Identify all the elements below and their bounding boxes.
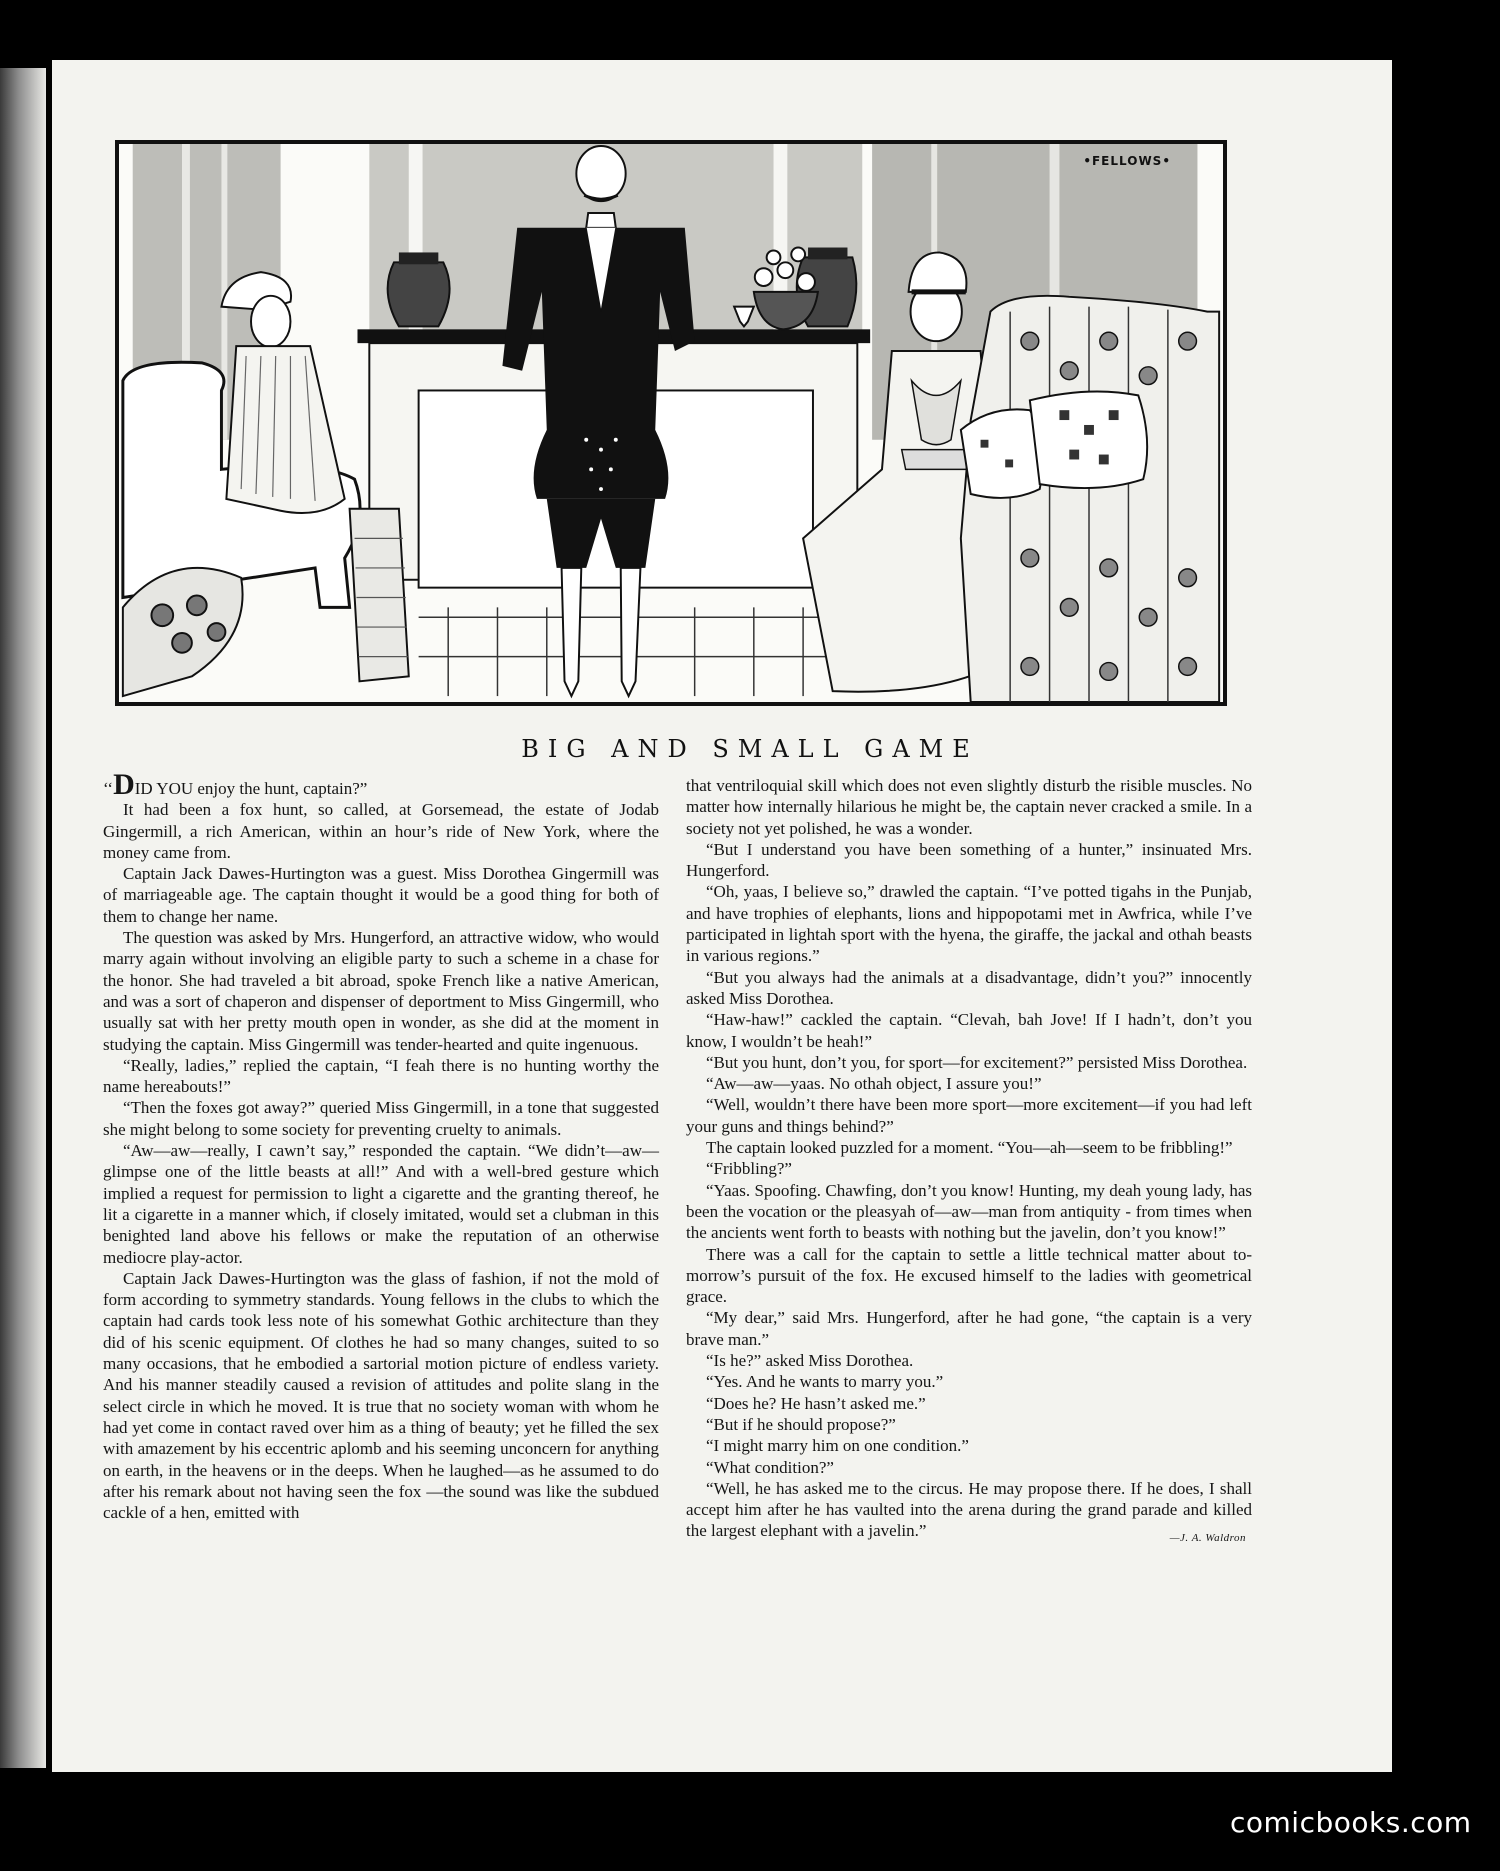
paragraph: “Does he? He hasn’t asked me.”: [706, 1393, 926, 1413]
paragraph: that ventriloquial skill which does not even slightly disturb the risible muscles. No matter how internally hilarious he might be, the captain never cracked a smile. In a society not yet polished, he was a wonder.: [686, 776, 1252, 838]
story-title: BIG AND SMALL GAME: [521, 735, 979, 763]
paragraph: The captain looked puzzled for a moment. “You—ah—seem to be fribbling!”: [706, 1138, 1233, 1158]
paragraph: Captain Jack Dawes-Hurtington was a guest. Miss Dorothea Gingermill was of marriageable age. The captain thought it would be a good thing for both of them to change her name.: [103, 864, 659, 926]
paragraph: “Well, wouldn’t there have been more sport—more excitement—if you had left your guns and things behind?”: [686, 1095, 1252, 1136]
artist-signature: •FELLOWS•: [1083, 154, 1171, 168]
paragraph: “Then the foxes got away?” queried Miss Gingermill, in a tone that suggested she might belong to some society for preventing cruelty to animals.: [103, 1098, 659, 1139]
paragraph: “But you always had the animals at a disadvantage, didn’t you?” innocently asked Miss Dorothea.: [686, 967, 1252, 1008]
paragraph: “Is he?” asked Miss Dorothea.: [706, 1351, 914, 1371]
watermark: comicbooks.com: [1230, 1806, 1472, 1839]
paragraph: “Yaas. Spoofing. Chawfing, don’t you know! Hunting, my deah young lady, has been the vocation or the pleasyah of—aw—man from antiquity - from times when the ancients went forth to beasts with nothing but the javelin, don’t you know!”: [686, 1180, 1252, 1243]
paragraph: It had been a fox hunt, so called, at Gorsemead, the estate of Jodab Gingermill, a rich American, within an hour’s ride of New York, where the money came from.: [103, 800, 659, 862]
opening-paragraph: ‘‘DID YOU enjoy the hunt, captain?”: [103, 768, 368, 801]
paragraph: “My dear,” said Mrs. Hungerford, after he had gone, “the captain is a very brave man.”: [686, 1308, 1252, 1349]
byline: —J. A. Waldron: [1169, 1531, 1246, 1544]
paragraph: “Really, ladies,” replied the captain, “I feah there is no hunting worthy the name hereabouts!”: [103, 1055, 659, 1097]
paragraph: Captain Jack Dawes-Hurtington was the glass of fashion, if not the mold of form according to symmetry standards. Young fellows in the clubs to which the captain had cards took less note of his somewhat Gothic architecture than they did of his scenic equipment. Of clothes he had so many changes, suited to so many occasions, that he embodied a sartorial motion picture of endless variety. And his manner steadily caused a revision of attitudes and polite slang in the select circle in which he moved. It is true that no society woman with whom he had yet come in contact raved over him as a thing of beauty; yet he filled the sex with amazement by his eccentric aplomb and his seeming unconcern for anything on earth, in the heavens or in the deeps. When he laughed—as he assumed to do after his remark about not having seen the fox —the sound was like the subdued cackle of a hen, emitted with: [103, 1268, 659, 1523]
drop-cap: D: [113, 768, 135, 801]
paragraph: There was a call for the captain to settle a little technical matter about to-morrow’s pursuit of the fox. He excused himself to the ladies with geometrical grace.: [686, 1244, 1252, 1307]
paragraph: “I might marry him on one condition.”: [706, 1436, 969, 1456]
drawing-room-scene: [119, 144, 1223, 702]
paragraph: The question was asked by Mrs. Hungerford, an attractive widow, who would marry again without involving an eligible party to such a scheme in a chase for the honor. She had traveled a bit abroad, spoke French like a native American, and was a sort of chaperon and dispenser of deportment to Miss Gingermill, who usually sat with her pretty mouth open in wonder, as she did at the moment in studying the captain. Miss Gingermill was tender-hearted and quite ingenuous.: [103, 928, 659, 1054]
paragraph: “But I understand you have been something of a hunter,” insinuated Mrs. Hungerford.: [686, 839, 1252, 881]
previous-page-edge: [0, 68, 46, 1768]
right-column: [686, 775, 1252, 1549]
paragraph: “But if he should propose?”: [706, 1414, 896, 1434]
left-column: [103, 768, 659, 1523]
paragraph: “Well, he has asked me to the circus. He may propose there. If he does, I shall accept him after he has vaulted into the arena during the grand parade and killed the largest elephant with a javelin.”: [686, 1478, 1252, 1541]
paragraph: “Aw—aw—really, I cawn’t say,” responded the captain. “We didn’t—aw—glimpse one of the little beasts at all!” And with a well-bred gesture which implied a request for permission to light a cigarette and the granting thereof, he lit a cigarette in a manner which, if closely imitated, would set a clubman in this benighted land above his fellows or make the reputation of an otherwise mediocre play-actor.: [103, 1141, 659, 1267]
illustration: [115, 140, 1227, 706]
paragraph: “Yes. And he wants to marry you.”: [706, 1372, 944, 1392]
paragraph: “Aw—aw—yaas. No othah object, I assure you!”: [706, 1074, 1042, 1094]
paragraph: “Oh, yaas, I believe so,” drawled the captain. “I’ve potted tigahs in the Punjab, and have trophies of elephants, lions and hippopotami met in Awfrica, while I’ve participated in lightah sport with the hyena, the giraffe, the jackal and othah beasts in various regions.”: [686, 882, 1252, 966]
paragraph: “Fribbling?”: [706, 1159, 792, 1179]
paragraph: “What condition?”: [706, 1457, 834, 1477]
paragraph: “But you hunt, don’t you, for sport—for excitement?” persisted Miss Dorothea.: [706, 1052, 1248, 1072]
paragraph: “Haw-haw!” cackled the captain. “Clevah, bah Jove! If I hadn’t, don’t you know, I wouldn’t be heah!”: [686, 1010, 1252, 1051]
